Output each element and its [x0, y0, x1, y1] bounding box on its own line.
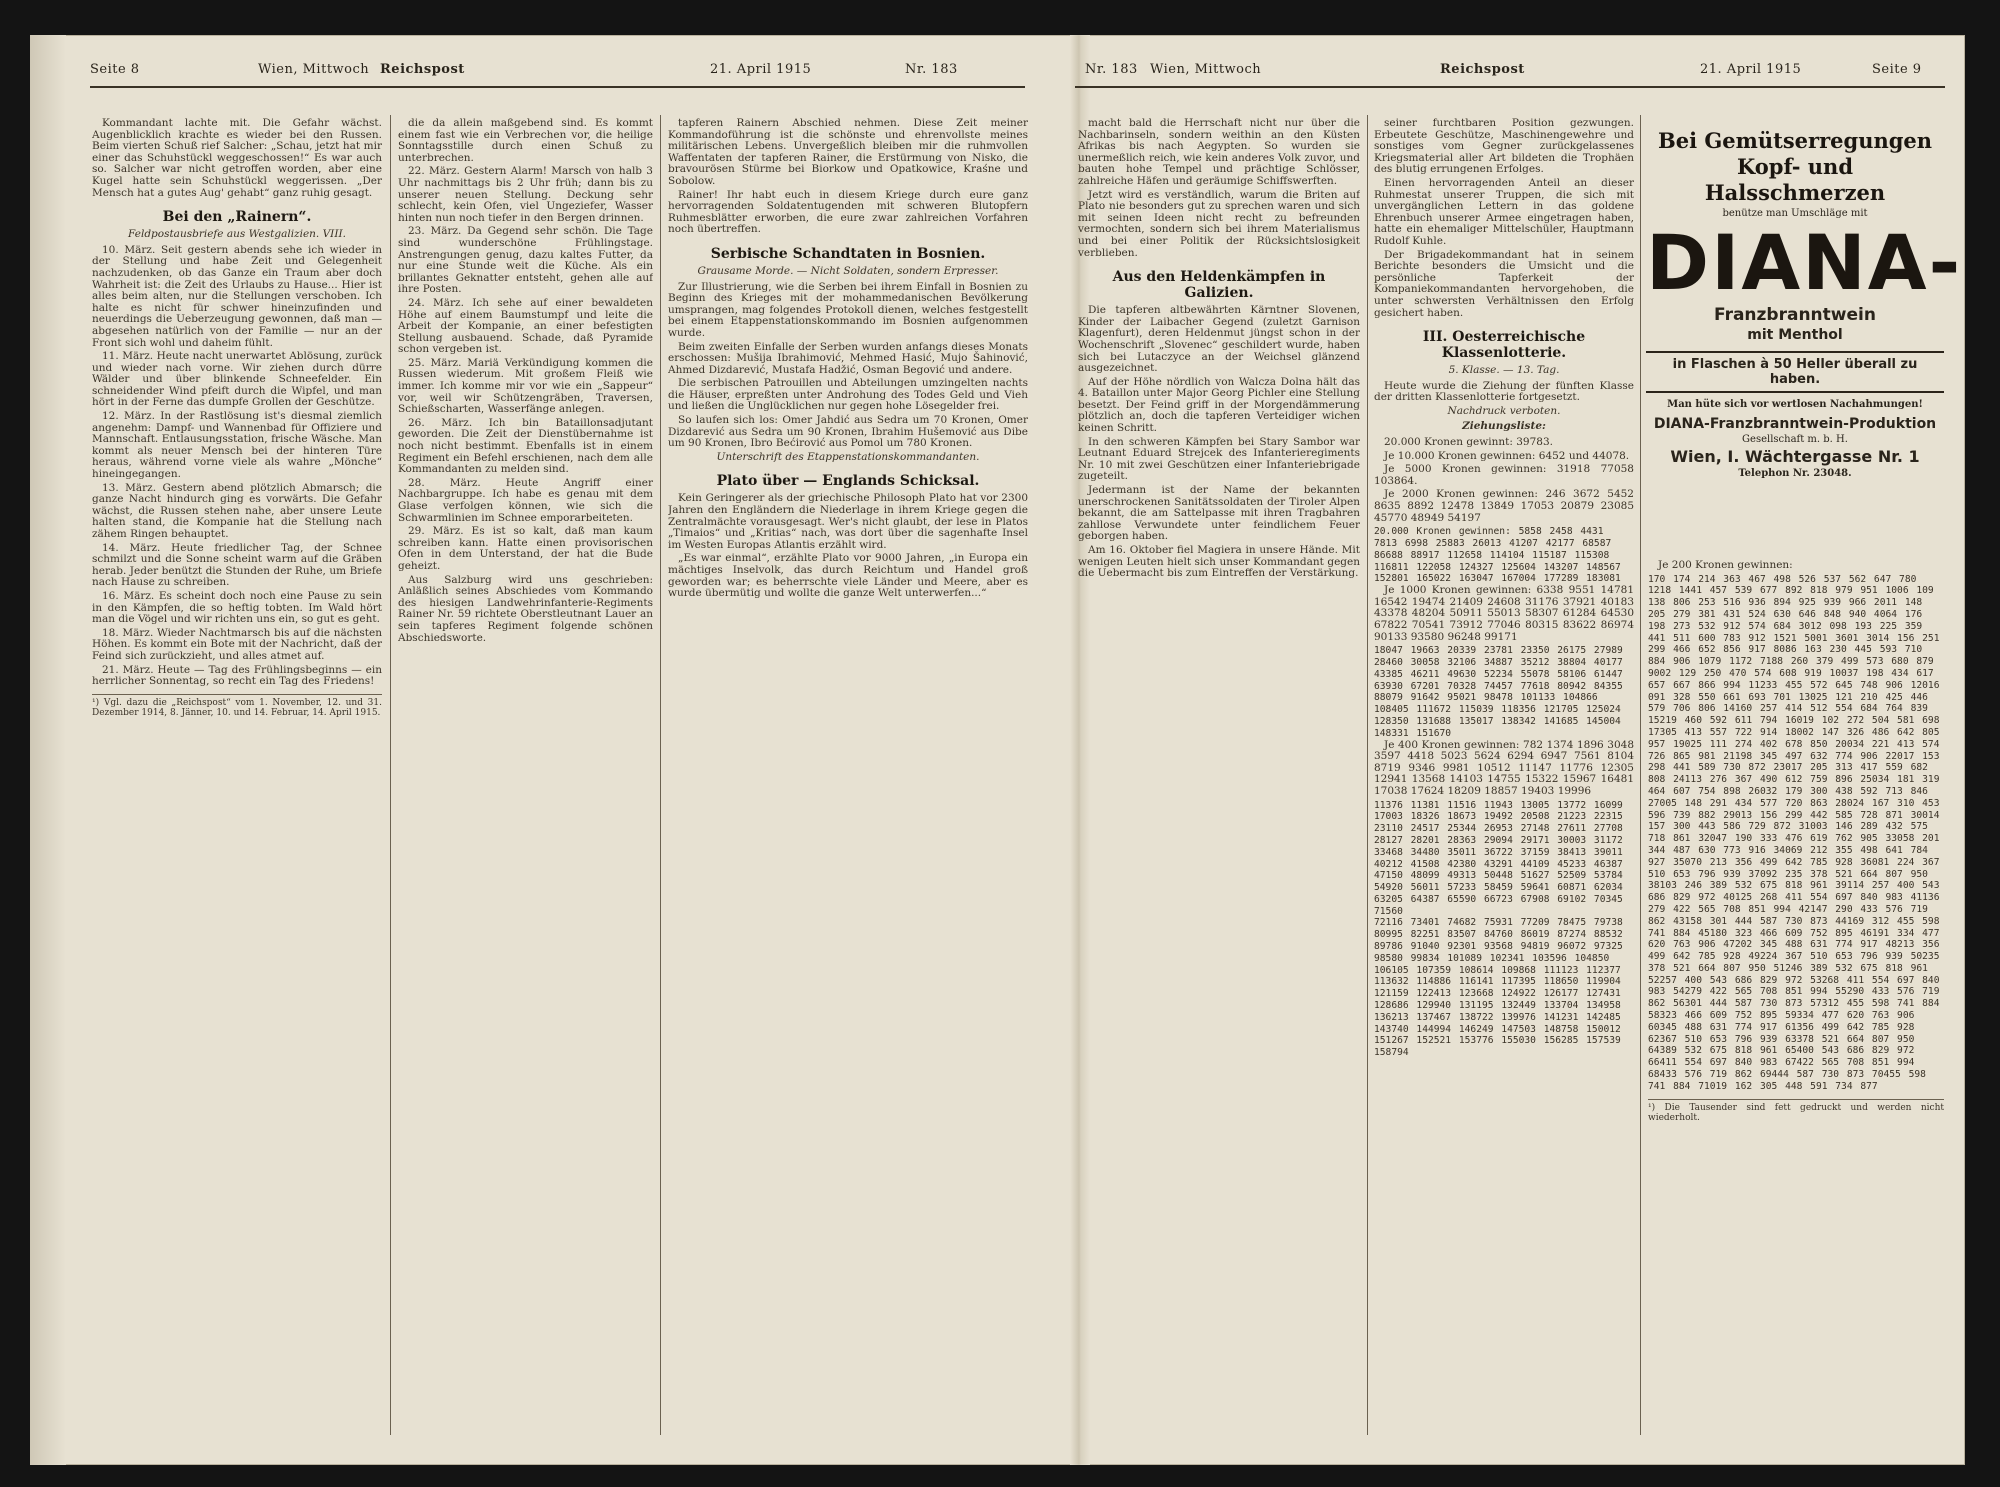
- article-paragraph: Jetzt wird es verständlich, warum die Briten auf Plato nie besonders gut zu sprechen waren und sich mit seinen Ideen nicht recht zu befreunden vermochten, sondern sich bei ihrem Materialismus und bei einer Politik der Rücksichtslosigkeit verblieben.: [1078, 188, 1360, 259]
- ad-phone: Telephon Nr. 23048.: [1738, 468, 1852, 479]
- lottery-subtitle: 5. Klasse. — 13. Tag.: [1448, 364, 1560, 377]
- article-paragraph: 22. März. Gestern Alarm! Marsch von halb 3 Uhr nachmittags bis 2 Uhr früh; dann bis zu unserer neuen Stellung. Deckung sehr schlecht, kein Ofen, viel Ungeziefer, Wasser hinten nun noch tiefer in den Bergen drinnen.: [398, 165, 653, 224]
- ad-brand: DIANA-: [1646, 218, 1963, 307]
- lottery-prize: Je 200 Kronen gewinnen:: [1658, 560, 1793, 571]
- article-paragraph: 28. März. Heute Angriff einer Nachbargruppe. Ich habe es genau mit dem Glase verfolgen können, wie sich die Schwarmlinien im Schnee emporarbeiteten.: [398, 476, 653, 524]
- header-paper-name-right: Reichspost: [1440, 62, 1525, 77]
- article-paragraph: Am 16. Oktober fiel Magiera in unsere Hände. Mit wenigen Leuten hielt sich unser Kommandant gegen die Uebermacht bis zum Eintreffen der Verstärkung.: [1078, 544, 1360, 580]
- column-1: [92, 118, 382, 1438]
- article-paragraph: Beim zweiten Einfalle der Serben wurden anfangs dieses Monats erschossen: Mušija Ibrahimović, Mehmed Hasić, Mujo Šahinović, Ahmed Dizdarević, Mustafa Hadžić, Osman Begović und andere.: [668, 340, 1028, 376]
- article-text: Kommandant lachte mit. Die Gefahr wächst. Augenblicklich krachte es wieder bei den Russen. Beim vierten Schuß rief Salcher: „Schau, jetzt hat mir einer das Schuhstückl weggeschossen!“ Es war auch so. Salcher war nicht getroffen worden, aber eine Kugel hatte sein Schuhstückl weggerissen. „Der Mensch hat a gutes Aug' gehabt“ ganz ruhig gesagt.: [92, 118, 382, 199]
- lottery-prize: Je 5000 Kronen gewinnen: 31918 77058 103864.: [1374, 463, 1634, 487]
- article-paragraph: 12. März. In der Rastlösung ist's diesmal ziemlich angenehm: Dampf- und Wannenbad für Offiziere und Mannschaft. Entlausungsstation, frische Wäsche. Man kommt als neuer Mensch bei der hinteren Türe heraus, während vorne viele als wahre „Mönche“ hineingegangen.: [92, 410, 382, 481]
- header-date: 21. April 1915: [710, 62, 812, 77]
- article-paragraph: 10. März. Seit gestern abends sehe ich wieder in der Stellung und habe Zeit und Gelegenheit nachzudenken, ob das Ganze ein Traum aber doch Wahrheit ist: die Zeit des Urlaubs zu Hause... Hier ist alles beim alten, nur die Stellungen verschoben. Ich halte es nicht für schwer hineinzufinden und neuerdings die Ueberzeugung gewonnen, daß man — abgesehen natürlich von der Familie — nur an der Front sich wohl und daheim fühlt.: [92, 243, 382, 349]
- header-issue-number: Nr. 183: [905, 62, 958, 77]
- lottery-prize: Je 1000 Kronen gewinnen: 6338 9551 14781 16542 19474 21409 24608 31176 37921 40183 43378 48204 50911 55013 58307 61284 64530 67822 70541 73912 77046 80315 83622 86974 90133 93580 96248 99171: [1374, 584, 1634, 643]
- article-paragraph: Die tapferen altbewährten Kärntner Slovenen, Kinder der Laibacher Gegend (zuletzt Garnison Klagenfurt), deren Heldenmut jüngst schon in der Wochenschrift „Slovenec“ geschildert wurde, haben sich bei Lutaczyce an der Weichsel glänzend ausgezeichnet.: [1078, 304, 1360, 375]
- article-paragraph: 11. März. Heute nacht unerwartet Ablösung, zurück und wieder nach vorne. Wir ziehen durch dürre Wälder und über blinkende Schneefelder. Ein schneidender Wind pfeift durch die Wipfel, und man hört in der Ferne das dumpfe Grollen der Geschütze.: [92, 350, 382, 409]
- ad-warning: Man hüte sich vor wertlosen Nachahmungen!: [1667, 399, 1923, 410]
- column-separator: [1640, 115, 1641, 1435]
- article-paragraph: seiner furchtbaren Position gezwungen. Erbeutete Geschütze, Maschinengewehre und sonstiges vom Gegner zurückgelassenes Kriegsmaterial aller Art bildeten die Trophäen des blutig errungenen Erfolges.: [1374, 118, 1634, 176]
- footnote: ¹) Vgl. dazu die „Reichspost“ vom 1. November, 12. und 31. Dezember 1914, 8. Jänner, 10. und 14. Februar, 14. April 1915.: [92, 694, 382, 718]
- article-paragraph: 21. März. Heute — Tag des Frühlingsbeginns — ein herrlicher Sonnentag, so recht ein Tag des Friedens!: [92, 663, 382, 688]
- column-6-lottery: [1648, 560, 1944, 1440]
- article-paragraph: Auf der Höhe nördlich von Walcza Dolna hält das 4. Bataillon unter Major Georg Pichler eine Stellung besetzt. Der Feind griff in der Morgendämmerung plötzlich an, doch die tapferen Verteidiger wichen keinen Schritt.: [1078, 375, 1360, 435]
- article-paragraph: Zur Illustrierung, wie die Serben bei ihrem Einfall in Bosnien zu Beginn des Krieges mit der mohammedanischen Bevölkerung umsprangen, mag folgendes Protokoll dienen, welches festgestellt bei einem Etappenstationskommando im Bosnien aufgenommen wurde.: [668, 280, 1028, 339]
- header-rule-left: [90, 86, 1025, 88]
- article-paragraph: tapferen Rainern Abschied nehmen. Diese Zeit meiner Kommandoführung ist die schönste und ehrenvollste meines militärischen Lebens. Unvergeßlich bleiben mir die ruhmvollen Waffentaten der tapferen Rainer, die Erstürmung von Nisko, die bravourösen Stürme bei Biorkow und Opatkowice, Kraśne und Sobolow.: [668, 118, 1028, 187]
- article-paragraph: 23. März. Da Gegend sehr schön. Die Tage sind wunderschöne Frühlingstage. Anstrengungen genug, dazu kaltes Futter, da nur eine Stunde weit die Küche. Als ein brillantes Geknatter entsteht, gehen alle auf ihre Posten.: [398, 225, 653, 296]
- header-page-number-right: Seite 9: [1872, 62, 1922, 77]
- article-paragraph: die da allein maßgebend sind. Es kommt einem fast wie ein Verbrechen vor, die heilige Sonntagsstille durch einen Schuß zu unterbrechen.: [398, 118, 653, 164]
- diana-advertisement: [1646, 128, 1963, 533]
- column-separator: [1367, 115, 1368, 1435]
- lottery-prize: 20.000 Kronen gewinnt: 39783.: [1384, 436, 1553, 449]
- lottery-numbers: 170 174 214 363 467 498 526 537 562 647 780 1218 1441 457 539 677 892 818 979 951 1006 109 138 806 253 516 936 894 925 939 966 2011 148 205 279 381 431 524 630 646 848 940 4064 176 198 273 532 912 574 684 3012 098 193 225 359 441 511 600 783 912 1521 5001 3601 3014 156 251 299 466 652 856 917 8086 163 230 445 593 710 884 906 1079 1172 7188 260 379 499 573 680 879 9002 129 250 470 574 608 919 10037 198 434 617 657 667 866 994 11233 455 572 645 748 906 12016 091 328 550 661 693 701 13025 121 210 425 446 579 706 806 14160 257 414 512 554 684 764 839 15219 460 592 611 794 16019 102 272 504 581 698 17305 413 557 722 914 18002 147 326 486 642 805 957 19025 111 274 402 678 850 20034 221 413 574 726 865 981 21198 345 497 632 774 906 22017 153 298 441 589 730 872 23017 205 313 417 559 682 808 24113 276 367 490 612 759 896 25034 181 319 464 607 754 898 26032 179 300 438 592 713 846 27005 148 291 434 577 720 863 28024 167 310 453 596 739 882 29013 156 299 442 585 728 871 30014 157 300 443 586 729 872 31003 146 289 432 575 718 861 32047 190 333 476 619 762 905 33058 201 344 487 630 773 916 34069 212 355 498 641 784 927 35070 213 356 499 642 785 928 36081 224 367 510 653 796 939 37092 235 378 521 664 807 950 38103 246 389 532 675 818 961 39114 257 400 543 686 829 972 40125 268 411 554 697 840 983 41136 279 422 565 708 851 994 42147 290 433 576 719 862 43158 301 444 587 730 873 44169 312 455 598 741 884 45180 323 466 609 752 895 46191 334 477 620 763 906 47202 345 488 631 774 917 48213 356 499 642 785 928 49224 367 510 653 796 939 50235 378 521 664 807 950 51246 389 532 675 818 961 52257 400 543 686 829 972 53268 411 554 697 840 983 54279 422 565 708 851 994 55290 433 576 719 862 56301 444 587 730 873 57312 455 598 741 884 58323 466 609 752 895 59334 477 620 763 906 60345 488 631 774 917 61356 499 642 785 928 62367 510 653 796 939 63378 521 664 807 950 64389 532 675 818 961 65400 543 686 829 972 66411 554 697 840 983 67422 565 708 851 994 68433 576 719 862 69444 587 730 873 70455 598 741 884 71019 162 305 448 591 734 877: [1648, 573, 1940, 1092]
- article-headline: Bei den „Rainern“.: [162, 209, 312, 226]
- article-paragraph: 29. März. Es ist so kalt, daß man kaum schreiben kann. Hatte einen provisorischen Ofen in dem Unterstand, der hat die Bude geheizt.: [398, 525, 653, 572]
- article-paragraph: 16. März. Es scheint doch noch eine Pause zu sein in den Kämpfen, die so heftig tobten. Im Wald hört man die Vögel und wir richten uns ein, so gut es geht.: [92, 589, 382, 626]
- column-2: [398, 118, 653, 1438]
- ad-company-type: Gesellschaft m. b. H.: [1742, 434, 1848, 445]
- ad-product-variant: mit Menthol: [1747, 327, 1843, 343]
- lottery-prize: Je 400 Kronen gewinnen: 782 1374 1896 3048 3597 4418 5023 5624 6294 6947 7561 8104 8719 9346 9981 10512 11147 11776 12305 12941 13568 14103 14755 15322 15967 16481 17038 17624 18209 18857 19403 19996: [1374, 738, 1634, 797]
- article-headline: Aus den Heldenkämpfen in Galizien.: [1112, 269, 1326, 302]
- article-paragraph: 25. März. Mariä Verkündigung kommen die Russen wiederum. Mit großem Fleiß wie immer. Ich komme mir vor wie ein „Sappeur“ vor, weil wir Schützengräben, Traversen, Schießscharten, Wasserfänge anlegen.: [398, 356, 653, 416]
- lottery-note: ¹) Die Tausender sind fett gedruckt und werden nicht wiederholt.: [1648, 1099, 1944, 1123]
- reprint-note: Nachdruck verboten.: [1447, 404, 1561, 417]
- lottery-list-title: Ziehungsliste:: [1462, 420, 1546, 433]
- article-headline: Plato über — Englands Schicksal.: [716, 473, 980, 490]
- article-headline: Serbische Schandtaten in Bosnien.: [710, 245, 986, 262]
- lottery-numbers: 20.000 Kronen gewinnen: 5858 2458 4431 7813 6998 25883 26013 41207 42177 68587 86688 88917 112658 114104 115187 115308 116811 122058 124327 125604 143207 148567 152801 165022 163047 167004 177289 183081: [1374, 526, 1621, 585]
- article-paragraph: Rainer! Ihr habt euch in diesem Kriege durch eure ganz hervorragenden Soldatentugenden mit schweren Blutopfern Ruhmesblätter erworben, die eure zwar zahlreichen Vorfahren noch übertreffen.: [668, 188, 1028, 236]
- signature: Unterschrift des Etappenstationskommandanten.: [716, 450, 980, 463]
- lottery-numbers: 72116 73401 74682 75931 77209 78475 79738 80995 82251 83507 84760 86019 87274 88532 89786 91040 92301 93568 94819 96072 97325 98580 99834 101089 102341 103596 104850 106105 107359 108614 109868 111123 112377 113632 114886 116141 117395 118650 119904 121159 122413 123668 124922 126177 127431 128686 129940 131195 132449 133704 134958 136213 137467 138722 139976 141231 142485 143740 144994 146249 147503 148758 150012 151267 152521 153776 155030 156285 157539 158794: [1374, 917, 1623, 1059]
- column-4: [1078, 118, 1360, 1438]
- header-rule-right: [1075, 86, 1945, 88]
- lottery-numbers: 11376 11381 11516 11943 13005 13772 16099 17003 18326 18673 19492 20508 21223 22315 23110 24517 25344 26953 27148 27611 27708 28127 28201 28363 29094 29171 30003 31172 33468 34480 35011 36722 37159 38413 39011 40212 41508 42380 43291 44109 45233 46387 47150 48099 49313 50448 51627 52509 53784 54920 56011 57233 58459 59641 60871 62034 63205 64387 65590 66723 67908 69102 70345 71560: [1374, 799, 1623, 917]
- article-paragraph: Der Brigadekommandant hat in seinem Berichte besonders die Umsicht und die persönliche Tapferkeit der Kompaniekommandanten hervorgehoben, die unter schwersten Verhältnissen den Erfolg gesichert haben.: [1374, 248, 1634, 319]
- header-place-right: Wien, Mittwoch: [1150, 62, 1262, 77]
- article-paragraph: Einen hervorragenden Anteil an dieser Ruhmestat unserer Truppen, die sich mit unvergänglichen Lettern in das goldene Ehrenbuch unserer Armee eingetragen haben, hatte ein ehemaliger Mittelschüler, Hauptmann Rudolf Kuhle.: [1374, 176, 1634, 247]
- column-separator: [660, 115, 661, 1435]
- lottery-prize: Je 2000 Kronen gewinnen: 246 3672 5452 8635 8892 12478 13849 17053 20879 23085 45770 48949 54197: [1374, 488, 1634, 524]
- header-page-number: Seite 8: [90, 62, 140, 77]
- article-paragraph: Jedermann ist der Name der bekannten unerschrockenen Sanitätssoldaten der Tiroler Alpen bekannt, die am Sattelpasse mit ihren Tragbahren zahllose Verwundete unter feindlichem Feuer geborgen haben.: [1078, 484, 1360, 543]
- header-issue-number-right: Nr. 183: [1085, 62, 1138, 77]
- ad-headline: Kopf- und Halsschmerzen: [1704, 154, 1886, 205]
- article-paragraph: 18. März. Wieder Nachtmarsch bis auf die nächsten Höhen. Es kommt ein Bote mit der Nachricht, daß der Feind sich zurückzieht, und alles atmet auf.: [92, 626, 382, 662]
- article-paragraph: Kein Geringerer als der griechische Philosoph Plato hat vor 2300 Jahren den Engländern die Niederlage in ihrem Kriege gegen die Zentralmächte vorausgesagt. Wer's nicht glaubt, der lese in Platos „Timaios“ und „Kritias“ nach, was dort über die sagenhafte Insel im Westen Europas Atlantis erzählt wird.: [668, 492, 1028, 551]
- ad-price-band: in Flaschen à 50 Heller überall zu haben.: [1646, 351, 1944, 393]
- header-paper-name: Reichspost: [380, 62, 465, 77]
- article-paragraph: In den schweren Kämpfen bei Stary Sambor war Leutnant Eduard Strejcek des Infanterieregiments Nr. 10 mit zwei Geschützen einer Infanteriebrigade zugeteilt.: [1078, 435, 1360, 483]
- article-paragraph: 26. März. Ich bin Bataillonsadjutant geworden. Die Zeit der Dienstübernahme ist noch nicht bestimmt. Ebenfalls ist in einem Regiment ein Befehl erschienen, nach dem alle Kommandanten zu melden sind.: [398, 416, 653, 476]
- article-paragraph: macht bald die Herrschaft nicht nur über die Nachbarinseln, sondern weithin an den Küsten Afrikas bis nach Aegypten. So wurden sie unermeßlich reich, wie kein anderes Volk zuvor, und bauten hohe Tempel und prächtige Schlösser, zahlreiche Häfen und geräumige Schiffswerften.: [1078, 118, 1360, 187]
- article-paragraph: So laufen sich los: Omer Jahdić aus Sedra um 70 Kronen, Omer Dizdarević aus Sedra um 90 Kronen, Ibrahim Hušemović aus Dibe um 90 Kronen, Ibro Bećirović aus Pomol um 780 Kronen.: [668, 414, 1028, 450]
- ad-text: benütze man Umschläge mit: [1722, 208, 1868, 219]
- article-paragraph: 13. März. Gestern abend plötzlich Abmarsch; die ganze Nacht hindurch ging es vorwärts. Die Gefahr wächst, die Russen stehen nahe, aber unsere Leute halten stand, die Kompanie hat die Stellung nach zähem Ringen behauptet.: [92, 481, 382, 540]
- header-place: Wien, Mittwoch: [258, 62, 370, 77]
- lottery-intro: Heute wurde die Ziehung der fünften Klasse der dritten Klassenlotterie fortgesetzt.: [1374, 379, 1634, 404]
- lottery-headline: III. Oesterreichische Klassenlotterie.: [1422, 329, 1586, 362]
- ad-headline: Bei Gemütserregungen: [1657, 128, 1933, 153]
- lottery-numbers: 18047 19663 20339 23781 23350 26175 27989 28460 30058 32106 34887 35212 38804 40177 43385 46211 49630 52234 55078 58106 61447 63930 67201 70328 74457 77618 80942 84355 88079 91642 95021 98478 101133 104866 108405 111672 115039 118356 121705 125024 128350 131688 135017 138342 141685 145004 148331 151670: [1374, 645, 1623, 739]
- column-separator: [390, 115, 391, 1435]
- header-date-right: 21. April 1915: [1700, 62, 1802, 77]
- ad-address: Wien, I. Wächtergasse Nr. 1: [1670, 447, 1920, 466]
- ad-product: Franzbranntwein: [1714, 305, 1876, 325]
- lottery-prize: Je 10.000 Kronen gewinnen: 6452 und 44078.: [1384, 449, 1630, 462]
- ad-company: DIANA-Franzbranntwein-Produktion: [1653, 416, 1937, 432]
- article-subtitle: Feldpostausbriefe aus Westgalizien. VIII.: [128, 228, 346, 241]
- article-paragraph: 14. März. Heute friedlicher Tag, der Schnee schmilzt und die Sonne scheint warm auf die Gräben herab. Jeder benützt die Stunden der Ruhe, um Briefe nach Hause zu schreiben.: [92, 541, 382, 589]
- article-paragraph: Aus Salzburg wird uns geschrieben: Anläßlich seines Abschiedes vom Kommando des hiesigen Landwehrinfanterie-Regiments Rainer Nr. 59 richtete Oberstleutnant Lauer an sein tapferes Regiment folgende schönen Abschiedsworte.: [398, 573, 653, 644]
- article-paragraph: Die serbischen Patrouillen und Abteilungen umzingelten nachts die Häuser, erpreßten unter Androhung des Todes Geld und Vieh und ließen die Unglücklichen nur gegen hohe Lösegelder frei.: [668, 377, 1028, 413]
- article-subtitle: Grausame Morde. — Nicht Soldaten, sondern Erpresser.: [697, 264, 999, 277]
- page-edge: [30, 35, 66, 1465]
- column-3: [668, 118, 1028, 1438]
- article-paragraph: „Es war einmal“, erzählte Plato vor 9000 Jahren, „in Europa ein mächtiges Inselvolk, das durch Reichtum und Handel groß geworden war; es beherrschte viele Länder und Meere, aber es wurde übermütig und wollte die ganze Welt unterwerfen...“: [668, 552, 1028, 600]
- article-paragraph: 24. März. Ich sehe auf einer bewaldeten Höhe auf einem Baumstumpf und leite die Arbeit der Kompanie, an einer befestigten Stellung ausbauend. Schade, daß Pyramide schon vergeben ist.: [398, 296, 653, 356]
- column-5: [1374, 118, 1634, 1438]
